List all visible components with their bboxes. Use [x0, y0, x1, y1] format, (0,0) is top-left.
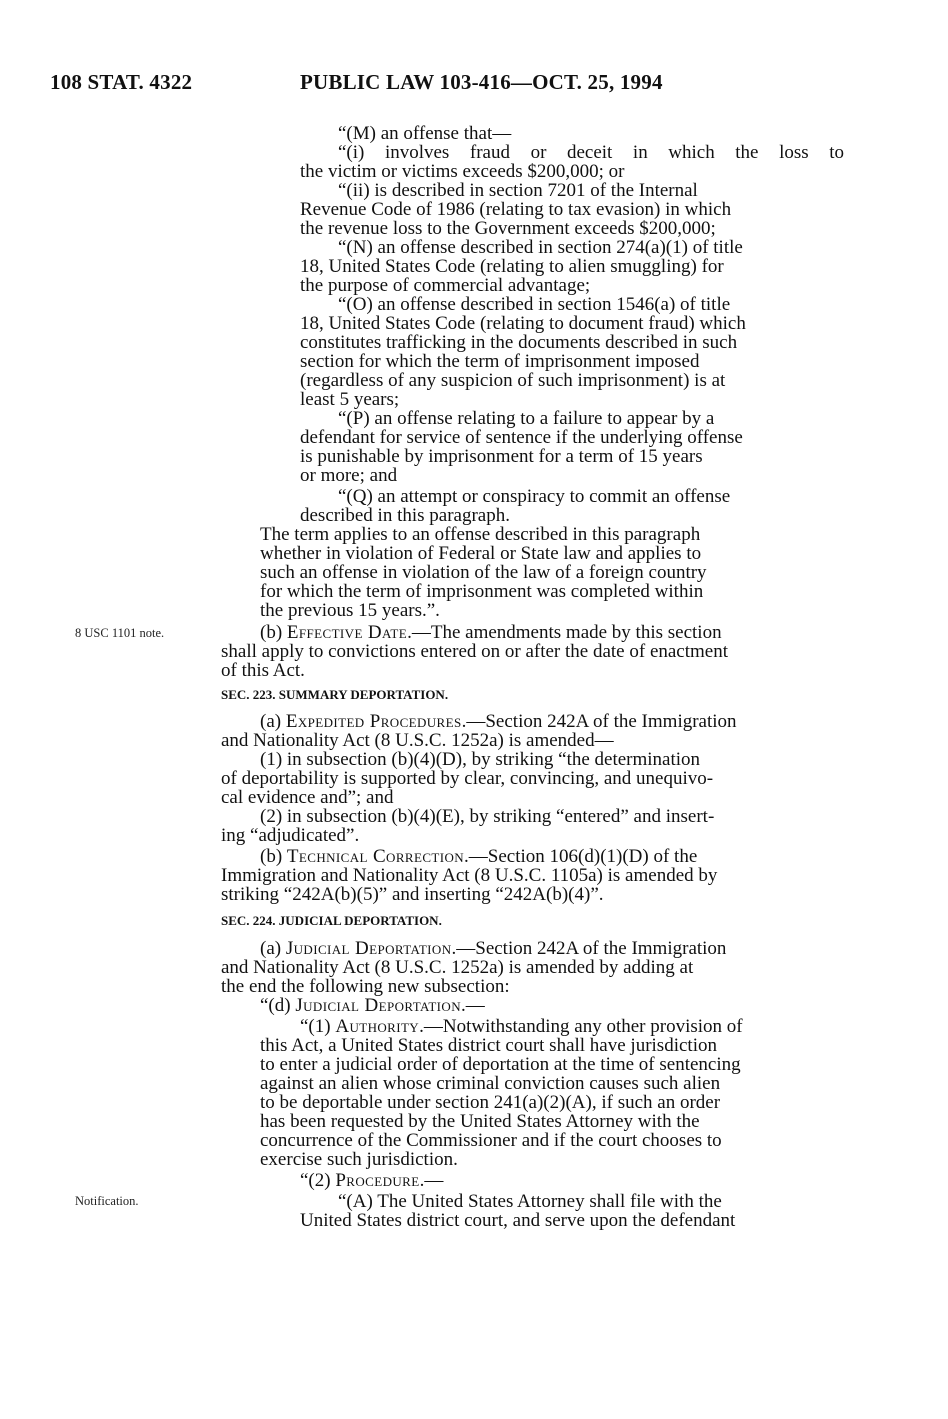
effective-date-prefix: (b): [260, 622, 287, 643]
paragraph-2-prefix: “(2): [300, 1170, 336, 1191]
paragraph-1-text: .—Notwithstanding any other provision of: [419, 1016, 743, 1037]
text-line: the victim or victims exceeds $200,000; or: [300, 161, 625, 182]
text-line: least 5 years;: [300, 389, 400, 410]
text-line: constitutes trafficking in the documents described in such: [300, 332, 738, 353]
sec223-a-text: .—Section 242A of the Immigration: [461, 711, 737, 732]
text-line: the purpose of commercial advantage;: [300, 275, 591, 296]
text-line: (1) in subsection (b)(4)(D), by striking “the determination: [260, 749, 701, 770]
sec223-a-line: [260, 712, 737, 731]
text-line: (regardless of any suspicion of such imprisonment) is at: [300, 370, 726, 391]
text-line: “(O) an offense described in section 1546(a) of title: [338, 294, 731, 315]
margin-note-usc: 8 USC 1101 note.: [75, 626, 165, 640]
text-line: ing “adjudicated”.: [221, 825, 360, 846]
section-heading-224: SEC. 224. JUDICIAL DEPORTATION.: [221, 913, 442, 928]
section-heading-223: SEC. 223. SUMMARY DEPORTATION.: [221, 687, 449, 702]
subsection-d-prefix: “(d): [260, 995, 296, 1016]
text-line: “(A) The United States Attorney shall file with the: [338, 1191, 722, 1212]
subsection-d-suffix: .—: [461, 995, 485, 1016]
text-line: the previous 15 years.”.: [260, 600, 440, 621]
effective-date-heading: Effective Date: [286, 622, 408, 643]
subsection-d-heading: Judicial Deportation: [295, 995, 461, 1016]
text-line: described in this paragraph.: [300, 505, 510, 526]
text-line: Revenue Code of 1986 (relating to tax evasion) in which: [300, 199, 732, 220]
text-line: “(i) involves fraud or deceit in which the loss to: [338, 142, 844, 163]
text-line: “(Q) an attempt or conspiracy to commit an offense: [338, 486, 731, 507]
text-line: “(ii) is described in section 7201 of the Internal: [338, 180, 698, 201]
sec223-a-heading: Expedited Procedures: [285, 711, 462, 732]
text-line: exercise such jurisdiction.: [260, 1149, 458, 1170]
effective-date-line: [260, 623, 722, 642]
sec224-a-text: .—Section 242A of the Immigration: [451, 938, 727, 959]
text-line: 18, United States Code (relating to alien smuggling) for: [300, 256, 724, 277]
sec223-b-prefix: (b): [260, 846, 287, 867]
paragraph-1-line: [300, 1017, 743, 1036]
text-line: the revenue loss to the Government exceeds $200,000;: [300, 218, 716, 239]
text-line: United States district court, and serve upon the defendant: [300, 1210, 736, 1231]
text-line: concurrence of the Commissioner and if the court chooses to: [260, 1130, 722, 1151]
text-line: such an offense in violation of the law of a foreign country: [260, 562, 707, 583]
text-line: to enter a judicial order of deportation at the time of sentencing: [260, 1054, 741, 1075]
sec223-a-prefix: (a): [260, 711, 286, 732]
sec223-b-heading: Technical Correction: [286, 846, 465, 867]
subsection-d-line: [260, 996, 485, 1015]
paragraph-2-line: [300, 1171, 443, 1190]
text-line: 18, United States Code (relating to document fraud) which: [300, 313, 746, 334]
text-line: this Act, a United States district court shall have jurisdiction: [260, 1035, 717, 1056]
text-line: has been requested by the United States Attorney with the: [260, 1111, 700, 1132]
text-line: or more; and: [300, 465, 398, 486]
text-line: cal evidence and”; and: [221, 787, 394, 808]
running-header: PUBLIC LAW 103-416—OCT. 25, 1994: [300, 70, 663, 94]
text-line: whether in violation of Federal or State law and applies to: [260, 543, 702, 564]
margin-note-notification: Notification.: [75, 1194, 139, 1208]
paragraph-2-heading: Procedure: [335, 1170, 420, 1191]
sec224-a-prefix: (a): [260, 938, 286, 959]
sec223-b-line: [260, 847, 697, 866]
text-line: the end the following new subsection:: [221, 976, 510, 997]
text-line: and Nationality Act (8 U.S.C. 1252a) is amended—: [221, 730, 614, 751]
effective-date-text: .—The amendments made by this section: [407, 622, 722, 643]
text-line: is punishable by imprisonment for a term of 15 years: [300, 446, 703, 467]
text-line: shall apply to convictions entered on or after the date of enactment: [221, 641, 729, 662]
text-line: for which the term of imprisonment was completed within: [260, 581, 704, 602]
sec224-a-heading: Judicial Deportation: [285, 938, 452, 959]
paragraph-1-heading: Authority: [335, 1016, 420, 1037]
text-line: striking “242A(b)(5)” and inserting “242A(b)(4)”.: [221, 884, 604, 905]
page-stat-number: 108 STAT. 4322: [50, 70, 193, 94]
text-line: defendant for service of sentence if the underlying offense: [300, 427, 743, 448]
text-line: “(P) an offense relating to a failure to appear by a: [338, 408, 715, 429]
text-line: section for which the term of imprisonment imposed: [300, 351, 700, 372]
paragraph-1-prefix: “(1): [300, 1016, 336, 1037]
text-line: of deportability is supported by clear, convincing, and unequivo-: [221, 768, 714, 789]
text-line: (2) in subsection (b)(4)(E), by striking “entered” and insert-: [260, 806, 715, 827]
text-line: to be deportable under section 241(a)(2)(A), if such an order: [260, 1092, 721, 1113]
sec224-a-line: [260, 939, 726, 958]
text-line: of this Act.: [221, 660, 305, 681]
text-line: against an alien whose criminal conviction causes such alien: [260, 1073, 721, 1094]
sec223-b-text: .—Section 106(d)(1)(D) of the: [464, 846, 698, 867]
text-line: The term applies to an offense described in this paragraph: [260, 524, 701, 545]
text-line: Immigration and Nationality Act (8 U.S.C. 1105a) is amended by: [221, 865, 718, 886]
text-line: “(N) an offense described in section 274(a)(1) of title: [338, 237, 743, 258]
paragraph-2-suffix: .—: [419, 1170, 444, 1191]
text-line: and Nationality Act (8 U.S.C. 1252a) is amended by adding at: [221, 957, 694, 978]
text-line: “(M) an offense that—: [338, 123, 512, 144]
